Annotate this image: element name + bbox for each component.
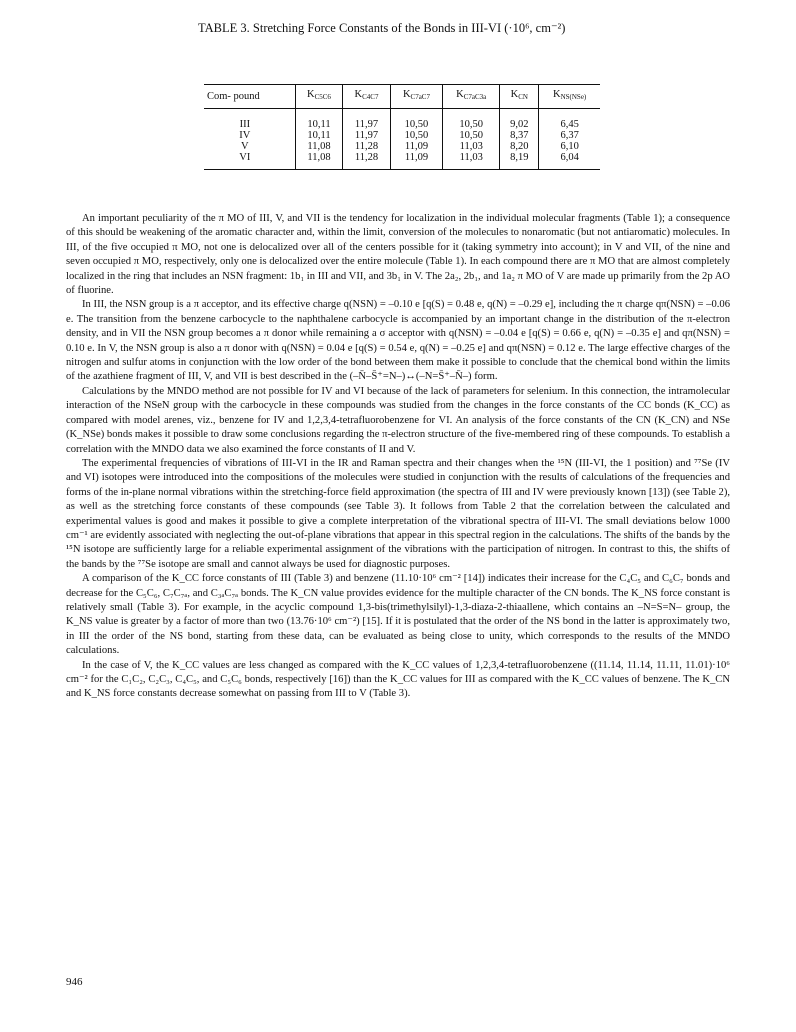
paragraph: Calculations by the MNDO method are not possible for IV and VI because of the lack of parameters for selenium. In this connection, the intramolecular interaction of the NSeN group with the carbocycle in these compounds was studied from the changes in the force constants of the CC bonds (K_CC) as compared with model arenes, viz., benzene for IV and 1,2,3,4-tetrafluorobenzene for VI. An analysis of the force constants of the CN (K_CN) and NSe (K_NSe) bonds makes it possible to draw some conclusions regarding the π-electron structure of the five-membered ring of these compounds. To establish a correlation with the MNDO data we also examined the force constants of II and V. [66, 385, 730, 455]
table-cell: 10,50 [443, 130, 500, 141]
paragraph: In III, the NSN group is a π acceptor, and its effective charge q(NSN) = –0.10 e [q(S) = 0.48 e, q(N) = –0.29 e], including the π charge qπ(NSN) = –0.06 e. The transition from the benzene carbocycle to the naphthalene carbocycle is accompanied by an important change in the distribution of the π-electron density, and in VII the NSN group becomes a π donor while remaining a σ acceptor with q(NSN) = –0.04 e [q(S) = 0.66 e, q(N) = –0.35 e] and qπ(NSN) = 0.10 e. In V, the NSN group is also a π donor with q(NSN) = 0.04 e [q(S) = 0.54 e, q(N) = –0.25 e] and qπ(NSN) = 0.12 e. The large effective charges of the nitrogen and sulfur atoms in conjunction with the low order of the bond between them make it possible to conclude that the chemical bond within the limits of the azathiene fragment of III, V, and VII is best described in the (–N̄–S̄⁺=N–)↔(–N=S̄⁺–N̄–) form. [66, 299, 730, 383]
table-cell: 11,97 [343, 109, 391, 131]
table-row [204, 109, 600, 131]
cell-compound: VI [239, 152, 251, 163]
table-cell: 11,09 [390, 141, 442, 152]
table-cell: 10,11 [295, 130, 343, 141]
paragraph: An important peculiarity of the π MO of III, V, and VII is the tendency for localization in the individual molecular fragments (Table 1); a consequence of this should be weakening of the aromatic character and, within the limit, conversion of the molecules to nonaromatic (but not antiaromatic) molecules. In III, of the five occupied π MO, not one is delocalized over all of the centers possible for it (taking symmetry into account); in V and VII, of the nine and seven occupied π MO, respectively, only one is delocalized over the entire molecule (Table 1). In each compound there are π MO that are almost completely localized in the ring that includes an NSN fragment: 1b₁ in III and VII, and 3b₁ in V. The 2a₂, 2b₁, and 1a₂ π MO of V are made up primarily from the 2p AO of fluorine. [66, 213, 731, 297]
table-row [204, 130, 600, 141]
table-cell: 10,50 [443, 109, 500, 131]
page-number: 946 [66, 976, 83, 988]
header-kc7ac7: $K_{C7aC7}$ [390, 85, 442, 109]
table-cell: 6,45 [539, 109, 600, 131]
table-cell: 8,37 [500, 130, 539, 141]
paragraph: The experimental frequencies of vibrations of III-VI in the IR and Raman spectra and their changes when the ¹⁵N (III-VI, the 1 position) and ⁷⁷Se (IV and VI) isotopes were introduced into the compositions of the molecules were studied in conjunction with the results of calculations of the frequencies and forms of the in-plane normal vibrations within the stretching-force field approximation (the spectra of III and IV were previously known [13]) (see Table 2), as well as the stretching force constants of these compounds (see Table 3). It follows from Table 2 that the correlation between the calculated and experimental values is good and makes it possible to give a complete interpretation of the vibrational spectra of III-VI. The small deviations below 1000 cm⁻¹ are evidently associated with neglecting the out-of-plane vibrations that appear in this spectral region in the calculations. The shifts of the bands by the ¹⁵N isotope are sufficiently large for a reliable experimental assignment of the vibrations with the participation of nitrogen. In contrast to this, the shifts of the bands by the ⁷⁷Se isotope are small and cannot always be used for diagnostic purposes. [66, 457, 730, 570]
table-cell: 10,11 [295, 109, 343, 131]
table-cell: 10,50 [390, 130, 442, 141]
table-cell: 6,10 [539, 141, 600, 152]
header-kc7ac3a: $K_{C7aC3a}$ [443, 85, 500, 109]
table-cell: 8,19 [500, 152, 539, 170]
table-cell: 10,50 [390, 109, 442, 131]
table-row [204, 152, 600, 170]
body-text [66, 212, 730, 702]
table-cell: 11,97 [343, 130, 391, 141]
table-cell: 6,37 [539, 130, 600, 141]
paragraph: A comparison of the K_CC force constants of III (Table 3) and benzene (11.10·10⁶ cm⁻² [14]) indicates their increase for the C₄C₅ and C₆C₇ bonds and decrease for the C₅C₆, C₇C₇ₐ, and C₃ₐC₇ₐ bonds. The K_CN value provides evidence for the multiple character of the CN bonds. The K_NS force constant is relatively small (Table 3). For example, in the acyclic compound 1,3-bis(trimethylsilyl)-1,3-diaza-2-thiaallene, which contains an –N=S=N– group, the K_NS value is greater by a factor of more than two (13.76·10⁶ cm⁻²) [15]. If it is postulated that the order of the NS bond in the latter is approximately two, in III the order of the NS bond, starting from these data, can be evaluated as being close to unity, which corresponds to the results of the MNDO calculations. [66, 573, 730, 657]
header-kc5c6: $K_{C5C6}$ [295, 85, 343, 109]
table-cell: 11,08 [295, 141, 343, 152]
table-header-row [204, 85, 600, 109]
table-row [204, 141, 600, 152]
table-cell: 9,02 [500, 109, 539, 131]
data-table [204, 84, 600, 170]
table-cell: 11,28 [343, 152, 391, 170]
table-cell: 6,04 [539, 152, 600, 170]
table-cell: 11,28 [343, 141, 391, 152]
cell-compound: IV [239, 130, 251, 141]
header-kns: $K_{NS(NSe)}$ [539, 85, 600, 109]
table-cell: 11,03 [443, 152, 500, 170]
header-compound: Com- pound [207, 90, 260, 102]
header-kcn: $K_{CN}$ [500, 85, 539, 109]
table-cell: 11,09 [390, 152, 442, 170]
table-cell: 8,20 [500, 141, 539, 152]
paragraph: In the case of V, the K_CC values are less changed as compared with the K_CC values of 1,2,3,4-tetrafluorobenzene ((11.14, 11.14, 11.11, 11.01)·10⁶ cm⁻² for the C₁C₂, C₂C₃, C₄C₅, and C₅C₆ bonds, respectively [16]) than the K_CC values for III as compared with the K_CC values of benzene. The K_CN and K_NS force constants decrease somewhat on passing from III to V (Table 3). [66, 659, 730, 700]
force-constants-table [204, 84, 600, 170]
header-kc4c7: $K_{C4C7}$ [343, 85, 391, 109]
cell-compound: V [241, 141, 249, 152]
cell-compound: III [239, 119, 251, 130]
table-cell: 11,08 [295, 152, 343, 170]
table-title: TABLE 3. Stretching Force Constants of the Bonds in III-VI (·10⁶, cm⁻²) [198, 21, 566, 35]
table-cell: 11,03 [443, 141, 500, 152]
